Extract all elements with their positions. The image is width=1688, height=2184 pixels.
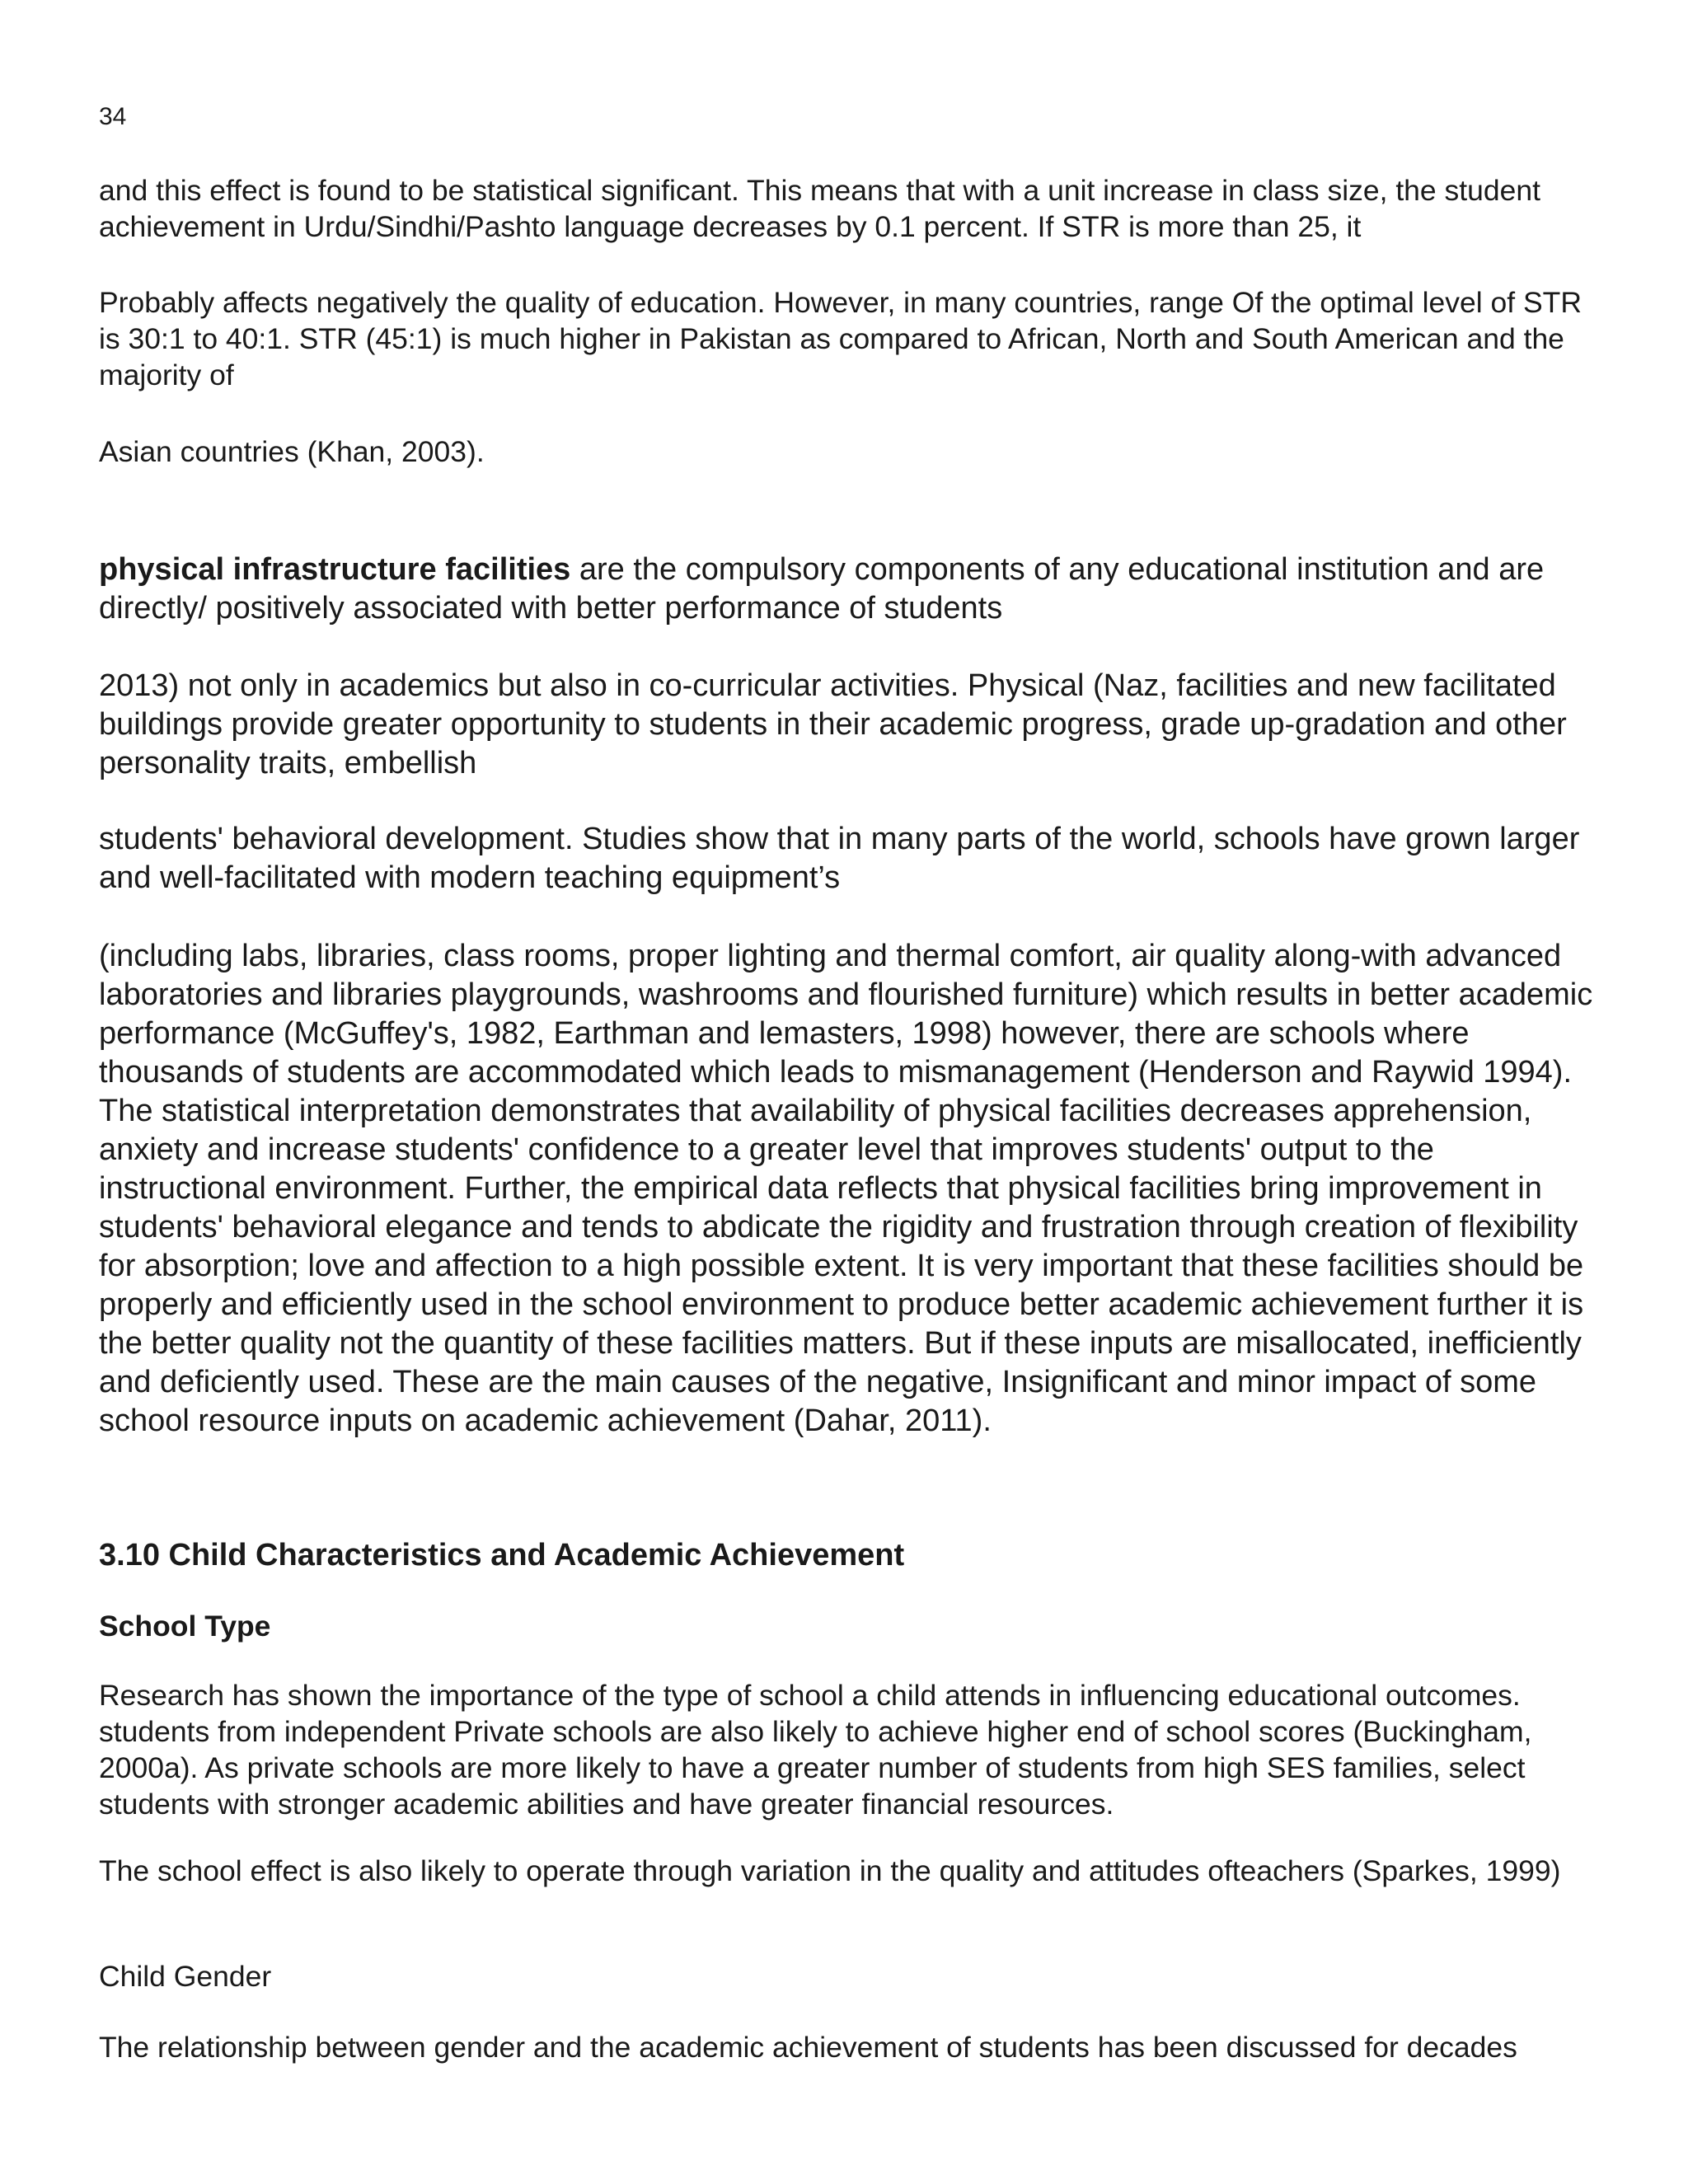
bold-lead-term: physical infrastructure facilities (99, 552, 571, 587)
paragraph-physical-infrastructure-text: are the compulsory components of any educational institution and are directly/ positively associated with better performance of students (99, 552, 1545, 626)
paragraph-co-curricular: 2013) not only in academics but also in co-curricular activities. Physical (Naz, facilities and new facilitated buildings provide greater opportunity to students in their academic progress, grade up-gradation and other personality traits, embellish (99, 668, 1567, 780)
paragraph-behavioral-development: students' behavioral development. Studies show that in many parts of the world, schools have grown larger and well-facilitated with modern teaching equipment’s (99, 822, 1580, 895)
subheading-child-gender: Child Gender (99, 1960, 272, 1993)
paragraph-gender-achievement: The relationship between gender and the academic achievement of students has been discussed for decades (99, 2031, 1517, 2064)
paragraph-class-size-effect: and this effect is found to be statistical significant. This means that with a unit increase in class size, the student achievement in Urdu/Sindhi/Pashto language decreases by 0.1 percent. If STR is more than 25, it (99, 174, 1540, 243)
page-number: 34 (99, 103, 127, 130)
section-heading: 3.10 Child Characteristics and Academic Achievement (99, 1538, 905, 1572)
paragraph-school-type-research: Research has shown the importance of the type of school a child attends in influencing educational outcomes. students from independent Private schools are also likely to achieve higher end of school scores (Buckingham, 2000a). As private schools are more likely to have a greater number of students from high SES families, select students with stronger academic abilities and have greater financial resources. (99, 1679, 1532, 1821)
paragraph-physical-infrastructure (99, 551, 1607, 628)
paragraph-school-effect: The school effect is also likely to operate through variation in the quality and attitudes ofteachers (Sparkes, 1999) (99, 1854, 1561, 1887)
paragraph-asian-countries: Asian countries (Khan, 2003). (99, 435, 485, 468)
paragraph-facilities-detail: (including labs, libraries, class rooms, proper lighting and thermal comfort, air quality along-with advanced laboratories and libraries playgrounds, washrooms and flourished furniture) which results in better academic performance (McGuffey's, 1982, Earthman and lemasters, 1998) however, there are schools where thousands of students are accommodated which leads to mismanagement (Henderson and Raywid 1994). The statistical interpretation demonstrates that availability of physical facilities decreases apprehension, anxiety and increase students' confidence to a greater level that improves students' output to the instructional environment. Further, the empirical data reflects that physical facilities bring improvement in students' behavioral elegance and tends to abdicate the rigidity and frustration through creation of flexibility for absorption; love and affection to a high possible extent. It is very important that these facilities should be properly and efficiently used in the school environment to produce better academic achievement further it is the better quality not the quantity of these facilities matters. But if these inputs are misallocated, inefficiently and deficiently used. These are the main causes of the negative, Insignificant and minor impact of some school resource inputs on academic achievement (Dahar, 2011). (99, 939, 1593, 1438)
subheading-school-type: School Type (99, 1610, 271, 1643)
paragraph-str-quality: Probably affects negatively the quality of education. However, in many countries, range Of the optimal level of STR is 30:1 to 40:1. STR (45:1) is much higher in Pakistan as compared to African, North and South American and the majority of (99, 286, 1582, 391)
